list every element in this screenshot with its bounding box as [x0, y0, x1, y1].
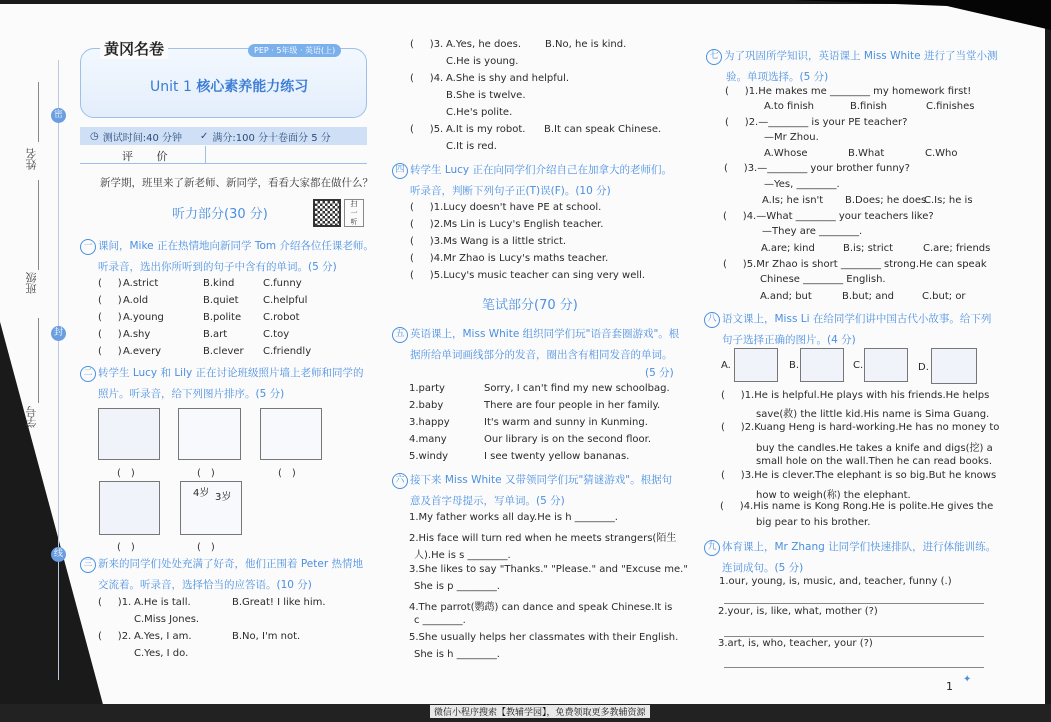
q2-option-b: B.quiet — [203, 295, 239, 306]
story-item-text: )2.Kuang Heng is hard-working.He has no money to — [740, 422, 1000, 433]
age-label-3: 3岁 — [215, 492, 232, 503]
listening-part-title: 听力部分(30 分) — [172, 207, 268, 222]
mc-option-b: B.finish — [850, 101, 888, 112]
story-item-text: buy the candles.He takes a knife and digs(挖) a — [756, 443, 993, 454]
picture-answer-blank[interactable]: ( ) — [278, 468, 296, 479]
answer-blank[interactable]: ( )5. — [410, 124, 444, 135]
section-number: 二 — [80, 366, 96, 382]
mc-option-b: B.Does; he does — [845, 195, 927, 206]
mc-option-b: B.but; and — [842, 291, 895, 302]
s3-q4-option-a: A.She is shy and helpful. — [446, 73, 570, 84]
section-heading-text-2: 听录音，选出你所听到的句子中含有的单词。(5 分) — [98, 261, 337, 273]
test-time: 测试时间:40 分钟 — [102, 132, 183, 144]
mc-option-b: B.is; strict — [843, 243, 894, 254]
watermark-text: 微信小程序搜索【教辅学园】，免费领取更多教辅资源 — [430, 705, 650, 718]
clock-icon: ◷ — [90, 130, 99, 142]
check-icon: ✓ — [200, 130, 209, 142]
story-item[interactable]: ( )2.Kuang Heng is hard-working.He has no money to — [721, 422, 1000, 433]
picture-answer-blank[interactable]: ( ) — [197, 468, 215, 479]
s3-q1-option-c: C.Miss Jones. — [134, 614, 200, 625]
mc-item[interactable]: ( )5.Mr Zhao is short ________ strong.He can speak — [723, 259, 987, 270]
section-number: 六 — [392, 473, 408, 489]
section-heading-text: 转学生 Lucy 和 Lily 正在讨论班级照片墙上老师和同学的 — [98, 367, 364, 379]
section-heading-text-2: 句子选择正确的图片。(4 分) — [722, 334, 856, 346]
mc-option-c: C.finishes — [926, 101, 975, 112]
picture-teacher-and-boy — [260, 408, 322, 460]
section-heading-text: 语文课上，Miss Li 在给同学们讲中国古代小故事。给下列 — [722, 313, 992, 325]
mc-question: )4.—What ________ your teachers like? — [742, 211, 934, 222]
mc-response: Chinese ________ English. — [760, 274, 886, 285]
answer-blank[interactable]: ( )3. — [410, 39, 444, 50]
picture-answer-blank[interactable]: ( ) — [197, 542, 215, 553]
answer-blank[interactable]: ( )4. — [410, 73, 444, 84]
s3-q5-option-a: A.It is my robot. — [446, 124, 526, 135]
story-item-text: )1.He is helpful.He plays with his friends.He helps — [740, 390, 990, 401]
binding-dot-xian: 线 — [51, 547, 66, 562]
story-picture-cao-chong-elephant — [800, 348, 844, 382]
word-order-prompt: 3.art, is, who, teacher, your (?) — [718, 638, 873, 649]
riddle-item: 5.She usually helps her classmates with their English. — [409, 632, 679, 643]
answer-blank[interactable]: ( ) — [98, 346, 122, 357]
phonics-word: 4.many — [409, 434, 447, 445]
mc-question: )1.He makes me ________ my homework first! — [744, 86, 972, 97]
answer-blank[interactable]: ( )1. — [98, 597, 132, 608]
answer-line[interactable] — [724, 603, 984, 604]
mc-option-c: C.are; friends — [923, 243, 991, 254]
story-pic-label-b: B. — [789, 360, 800, 371]
evaluation-label: 评 价 — [122, 150, 178, 163]
section-heading-text-2: 据所给单词画线部分的发音，圈出含有相同发音的单词。 — [410, 349, 673, 361]
answer-blank[interactable]: ( ) — [98, 278, 122, 289]
phonics-word: 5.windy — [409, 451, 449, 462]
age-label-4: 4岁 — [193, 488, 210, 499]
grade-badge: PEP · 5年级 · 英语(上) — [248, 44, 341, 57]
q5-option-a: A.every — [123, 346, 162, 357]
section-7-heading — [706, 46, 997, 88]
section-heading-text: 英语课上，Miss White 组织同学们玩"语音套圈游戏"。根 — [410, 328, 680, 340]
section-3-heading — [80, 554, 363, 596]
section-9-heading — [704, 537, 996, 579]
story-item[interactable]: ( )3.He is clever.The elephant is so big.But he knows — [721, 470, 997, 481]
tf-item-text: 4.Mr Zhao is Lucy's maths teacher. — [433, 253, 609, 264]
section-heading-text: 转学生 Lucy 正在向同学们介绍自己在加拿大的老师们。 — [410, 164, 672, 176]
tf-item-text: 5.Lucy's music teacher can sing very well. — [433, 270, 646, 281]
phonics-word: 3.happy — [409, 417, 450, 428]
picture-two-girls — [99, 481, 160, 535]
phonics-sentence[interactable]: Sorry, I can't find my new schoolbag. — [484, 383, 670, 394]
phonics-sentence[interactable]: I see twenty yellow bananas. — [484, 451, 630, 462]
section-number: 一 — [80, 239, 96, 255]
story-pic-label-c: C. — [853, 360, 864, 371]
phonics-word: 1.party — [409, 383, 445, 394]
mc-response: —Mr Zhou. — [764, 132, 819, 143]
tf-item[interactable]: ( )1.Lucy doesn't have PE at school. — [410, 202, 602, 213]
full-score: 满分:100 分十卷面分 5 分 — [212, 132, 331, 144]
mc-item[interactable]: ( )1.He makes me ________ my homework first! — [725, 86, 972, 97]
riddle-item: 4.The parrot(鹦鹉) can dance and speak Chinese.It is — [409, 602, 673, 613]
riddle-item-blank[interactable]: She is p ________. — [414, 581, 500, 592]
page-number: 1 — [946, 680, 953, 693]
picture-girl-reading — [178, 408, 241, 460]
s3-q4-option-b: B.She is twelve. — [446, 90, 526, 101]
s3-q3-option-b: B.No, he is kind. — [545, 39, 627, 50]
section-heading-text: 接下来 Miss White 又带领同学们玩"猜谜游戏"。根据句 — [410, 474, 673, 486]
intro-text: 新学期，班里来了新老师、新同学，看看大家都在做什么？ — [100, 177, 373, 189]
mc-option-a: A.are; kind — [761, 243, 815, 254]
section-5-score: (5 分) — [645, 367, 674, 379]
section-heading-text-2: 意及首字母提示，写单词。(5 分) — [410, 495, 565, 507]
s3-q3-option-c: C.He is young. — [446, 56, 519, 67]
qr-scan-listen-label: 扫 一 听 — [344, 199, 364, 227]
s3-q1-option-b: B.Great! I like him. — [232, 597, 326, 608]
s3-q4-option-c: C.He's polite. — [446, 107, 513, 118]
name-field-line[interactable] — [38, 82, 39, 142]
tf-item-text: 1.Lucy doesn't have PE at school. — [433, 202, 602, 213]
s3-q2-option-b: B.No, I'm not. — [232, 631, 301, 642]
story-item-text: how to weigh(称) the elephant. — [756, 490, 911, 501]
riddle-item: 3.She likes to say "Thanks." "Please." and "Excuse me." — [409, 564, 688, 575]
word-order-prompt: 2.your, is, like, what, mother (?) — [718, 606, 878, 617]
section-5-heading — [392, 324, 679, 366]
story-item-text: )4.His name is Kong Rong.He is polite.He gives the — [739, 501, 994, 512]
section-number: 七 — [706, 49, 722, 65]
section-4-heading — [392, 160, 672, 202]
riddle-item[interactable]: 1.My father works all day.He is h ________. — [409, 512, 618, 523]
name-field-label: 姓名 — [25, 148, 38, 170]
q4-option-b: B.art — [203, 329, 228, 340]
section-number: 五 — [392, 327, 408, 343]
tf-item[interactable]: ( )4.Mr Zhao is Lucy's maths teacher. — [410, 253, 609, 264]
mc-item[interactable]: ( )3.—________ your brother funny? — [724, 163, 910, 174]
riddle-item-blank[interactable]: 人).He is s ________. — [414, 550, 511, 561]
mc-option-b: B.What — [848, 148, 885, 159]
phonics-sentence[interactable]: It's warm and sunny in Kunming. — [484, 417, 648, 428]
section-number: 九 — [704, 540, 720, 556]
unit-title — [150, 76, 308, 96]
qr-code[interactable] — [313, 199, 341, 227]
story-item-text: )3.He is clever.The elephant is so big.But he knows — [740, 470, 997, 481]
section-heading-text: 体育课上，Mr Zhang 让同学们快速排队，进行体能训练。 — [722, 541, 997, 553]
mc-question: )3.—________ your brother funny? — [743, 163, 910, 174]
q1-option-a: A.strict — [123, 278, 159, 289]
mc-question: )2.—________ is your PE teacher? — [744, 117, 908, 128]
unit-title-text: 核心素养能力练习 — [196, 79, 309, 95]
picture-classroom-kids — [98, 408, 160, 460]
word-order-prompt: 1.our, young, is, music, and, teacher, funny (.) — [719, 576, 952, 587]
story-picture-kuang-heng — [931, 348, 977, 384]
mc-item[interactable]: ( )4.—What ________ your teachers like? — [723, 211, 934, 222]
story-item-text: save(救) the little kid.His name is Sima Guang. — [756, 409, 990, 420]
info-bar — [80, 127, 367, 145]
answer-blank[interactable]: ( ) — [98, 312, 122, 323]
picture-answer-blank[interactable]: ( ) — [117, 468, 135, 479]
phonics-word: 2.baby — [409, 400, 444, 411]
class-field-label: 班级 — [25, 272, 38, 294]
story-picture-sima-guang — [734, 348, 778, 382]
section-8-heading — [704, 309, 991, 351]
unit-prefix: Unit 1 — [150, 79, 192, 95]
mc-option-a: A.Whose — [764, 148, 808, 159]
answer-blank[interactable]: ( )2. — [98, 631, 132, 642]
q3-option-a: A.young — [123, 312, 164, 323]
story-item[interactable]: ( )4.His name is Kong Rong.He is polite.He gives the — [720, 501, 994, 512]
story-pic-label-d: D. — [918, 362, 929, 373]
q3-option-b: B.polite — [203, 312, 242, 323]
binding-dot-feng: 封 — [51, 326, 66, 341]
mc-question: )5.Mr Zhao is short ________ strong.He can speak — [742, 259, 987, 270]
q4-option-a: A.shy — [123, 329, 151, 340]
answer-line[interactable] — [724, 636, 984, 637]
tf-item-text: 2.Ms Lin is Lucy's English teacher. — [433, 219, 604, 230]
q1-option-b: B.kind — [203, 278, 235, 289]
student-id-field-line[interactable] — [38, 318, 39, 403]
q5-option-b: B.clever — [203, 346, 244, 357]
mc-option-a: A.Is; he isn't — [762, 195, 824, 206]
s3-q5-option-b: B.It can speak Chinese. — [544, 124, 662, 135]
section-number: 八 — [704, 312, 720, 328]
riddle-item-blank[interactable]: She is h ________. — [414, 649, 500, 660]
answer-blank[interactable]: ( ) — [98, 329, 122, 340]
story-item-text: small hole on the wall.Then he can read books. — [756, 456, 993, 467]
star-icon: ✦ — [963, 674, 972, 685]
tf-item[interactable]: ( )3.Ms Wang is a little strict. — [410, 236, 567, 247]
mc-option-c: C.but; or — [922, 291, 966, 302]
section-heading-text-2: 听录音，判断下列句子正(T)误(F)。(10 分) — [410, 185, 611, 197]
binding-dot-mi: 密 — [51, 108, 66, 123]
answer-line[interactable] — [724, 667, 984, 668]
s3-q5-option-c: C.It is red. — [446, 141, 497, 152]
brand-logo — [100, 38, 168, 59]
section-heading-text-2: 照片。听录音，给下列图片排序。(5 分) — [98, 388, 285, 400]
q4-option-c: C.toy — [263, 329, 290, 340]
section-heading-text: 新来的同学们处处充满了好奇，他们正围着 Peter 热情地 — [98, 558, 363, 570]
mc-option-a: A.and; but — [760, 291, 812, 302]
story-item[interactable]: ( )1.He is helpful.He plays with his friends.He helps — [721, 390, 990, 401]
riddle-item-blank[interactable]: c ________. — [414, 615, 466, 626]
s3-q1-option-a: A.He is tall. — [134, 597, 191, 608]
evaluation-row — [80, 146, 367, 164]
q3-option-c: C.robot — [263, 312, 300, 323]
section-heading-text: 为了巩固所学知识，英语课上 Miss White 进行了当堂小测 — [724, 50, 998, 62]
riddle-item: 2.His face will turn red when he meets strangers(陌生 — [409, 533, 677, 544]
class-field-line[interactable] — [38, 180, 39, 270]
q5-option-c: C.friendly — [263, 346, 312, 357]
story-item-text: big pear to his brother. — [756, 517, 871, 528]
phonics-sentence[interactable]: Our library is on the second floor. — [484, 434, 651, 445]
section-heading-text: 课间，Mike 正在热情地向新同学 Tom 介绍各位任课老师。 — [98, 240, 374, 252]
story-picture-kong-rong — [864, 348, 908, 382]
tf-item[interactable]: ( )2.Ms Lin is Lucy's English teacher. — [410, 219, 604, 230]
section-heading-text-2: 验。单项选择。(5 分) — [726, 71, 829, 83]
s3-q2-option-c: C.Yes, I do. — [134, 648, 189, 659]
brand-logo-text: 黄冈名卷 — [104, 40, 165, 58]
section-2-heading — [80, 363, 364, 405]
section-6-heading — [392, 470, 672, 512]
section-heading-text-2: 连词成句。(5 分) — [722, 562, 804, 574]
q1-option-c: C.funny — [263, 278, 302, 289]
picture-brothers-ages — [180, 481, 242, 535]
tf-item[interactable]: ( )5.Lucy's music teacher can sing very well. — [410, 270, 646, 281]
s3-q2-option-a: A.Yes, I am. — [134, 631, 192, 642]
section-heading-text-2: 交流着。听录音，选择恰当的应答语。(10 分) — [98, 579, 312, 591]
mc-item[interactable]: ( )2.—________ is your PE teacher? — [725, 117, 908, 128]
s3-q3-option-a: A.Yes, he does. — [446, 39, 522, 50]
section-number: 四 — [392, 163, 408, 179]
story-pic-label-a: A. — [721, 360, 731, 371]
mc-option-c: C.Is; he is — [924, 195, 973, 206]
section-1-heading — [80, 236, 374, 278]
tf-item-text: 3.Ms Wang is a little strict. — [433, 236, 567, 247]
picture-answer-blank[interactable]: ( ) — [117, 542, 135, 553]
phonics-sentence[interactable]: There are four people in her family. — [484, 400, 661, 411]
q2-option-c: C.helpful — [263, 295, 308, 306]
q2-option-a: A.old — [123, 295, 149, 306]
binding-line — [58, 60, 59, 680]
section-number: 三 — [80, 557, 96, 573]
mc-response: —Yes, ________. — [764, 179, 840, 190]
mc-option-a: A.to finish — [764, 101, 815, 112]
mc-response: —They are ________. — [762, 226, 863, 237]
writing-part-title: 笔试部分(70 分) — [482, 298, 578, 313]
student-id-field-label: 学号 — [25, 406, 38, 428]
answer-blank[interactable]: ( ) — [98, 295, 122, 306]
mc-option-c: C.Who — [925, 148, 958, 159]
